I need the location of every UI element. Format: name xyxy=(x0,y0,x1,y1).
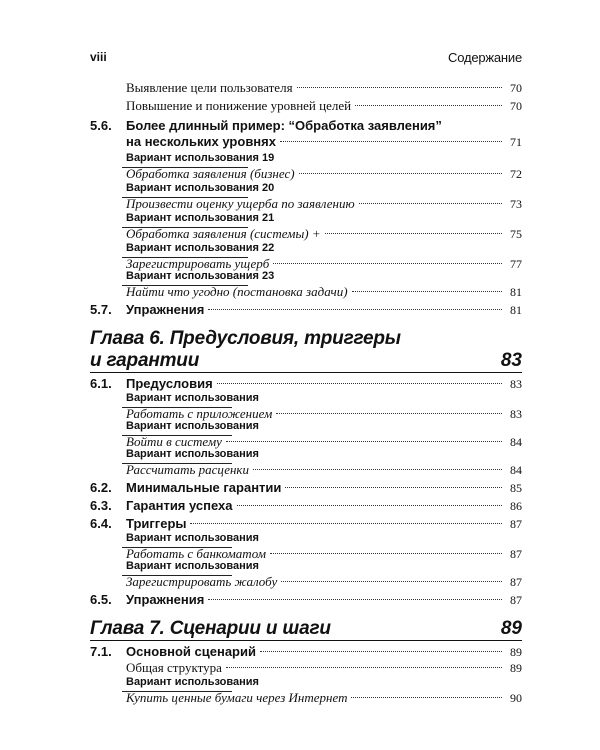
leader-dots xyxy=(285,487,502,488)
toc-section-5-6-cont[interactable]: на нескольких уровнях 71 xyxy=(126,134,522,149)
toc-section-6-4[interactable]: 6.4. Триггеры 87 xyxy=(90,516,522,531)
toc-entry[interactable]: Зарегистрировать ущерб 77 xyxy=(126,256,522,271)
label-underline xyxy=(122,547,232,548)
leader-dots xyxy=(325,233,502,234)
leader-dots xyxy=(352,291,502,292)
leader-dots xyxy=(217,383,502,384)
toc-entry[interactable]: Найти что угодно (постановка задачи) 81 xyxy=(126,284,522,299)
toc-entry[interactable]: Произвести оценку ущерба по заявлению 73 xyxy=(126,196,522,211)
leader-dots xyxy=(260,651,502,652)
use-case-label: Вариант использования 19 xyxy=(126,152,275,164)
toc-entry[interactable]: Купить ценные бумаги через Интернет 90 xyxy=(126,690,522,705)
toc-entry[interactable]: Рассчитать расценки 84 xyxy=(126,462,522,477)
toc-section-5-7[interactable]: 5.7. Упражнения 81 xyxy=(90,302,522,317)
label-underline xyxy=(122,167,248,168)
label-underline xyxy=(122,285,248,286)
toc-section-7-1[interactable]: 7.1. Основной сценарий 89 xyxy=(90,644,522,659)
leader-dots xyxy=(253,469,502,470)
toc-section-6-1[interactable]: 6.1. Предусловия 83 xyxy=(90,376,522,391)
use-case-label: Вариант использования 20 xyxy=(126,182,275,194)
leader-dots xyxy=(351,697,502,698)
toc-entry[interactable]: Зарегистрировать жалобу 87 xyxy=(126,574,522,589)
leader-dots xyxy=(276,413,502,414)
leader-dots xyxy=(270,553,502,554)
label-underline xyxy=(122,435,232,436)
leader-dots xyxy=(297,87,502,88)
chapter-6-title-line2[interactable]: и гарантии xyxy=(90,350,200,371)
chapter-6-title-line1[interactable]: Глава 6. Предусловия, триггеры xyxy=(90,328,401,349)
leader-dots xyxy=(237,505,502,506)
label-underline xyxy=(122,197,248,198)
label-underline xyxy=(122,691,232,692)
use-case-label: Вариант использования xyxy=(126,676,259,688)
leader-dots xyxy=(226,667,502,668)
chapter-6-page: 83 xyxy=(500,350,522,371)
leader-dots xyxy=(280,141,502,142)
toc-section-6-3[interactable]: 6.3. Гарантия успеха 86 xyxy=(90,498,522,513)
use-case-label: Вариант использования xyxy=(126,392,259,404)
leader-dots xyxy=(208,309,502,310)
leader-dots xyxy=(226,441,502,442)
toc-entry[interactable]: Обработка заявления (бизнес) 72 xyxy=(126,166,522,181)
toc-entry[interactable]: Работать с приложением 83 xyxy=(126,406,522,421)
use-case-label: Вариант использования 22 xyxy=(126,242,275,254)
leader-dots xyxy=(299,173,502,174)
label-underline xyxy=(122,575,232,576)
use-case-label: Вариант использования xyxy=(126,448,259,460)
toc-entry[interactable]: Войти в систему 84 xyxy=(126,434,522,449)
toc-entry[interactable]: Повышение и понижение уровней целей 70 xyxy=(126,98,522,113)
leader-dots xyxy=(355,105,502,106)
page-number-roman: viii xyxy=(90,50,107,64)
toc-entry[interactable]: Работать с банкоматом 87 xyxy=(126,546,522,561)
use-case-label: Вариант использования xyxy=(126,560,259,572)
label-underline xyxy=(122,463,232,464)
label-underline xyxy=(122,407,232,408)
toc-entry[interactable]: Общая структура 89 xyxy=(126,660,522,675)
toc-entry[interactable]: Обработка заявления (системы) + 75 xyxy=(126,226,522,241)
toc-section-5-6[interactable]: 5.6. Более длинный пример: “Обработка заявления” xyxy=(90,118,442,133)
chapter-rule xyxy=(90,372,522,373)
toc-section-6-5[interactable]: 6.5. Упражнения 87 xyxy=(90,592,522,607)
leader-dots xyxy=(273,263,502,264)
leader-dots xyxy=(281,581,502,582)
toc-section-6-2[interactable]: 6.2. Минимальные гарантии 85 xyxy=(90,480,522,495)
chapter-rule xyxy=(90,640,522,641)
use-case-label: Вариант использования xyxy=(126,420,259,432)
chapter-7-page: 89 xyxy=(500,618,522,639)
chapter-7-title[interactable]: Глава 7. Сценарии и шаги xyxy=(90,618,331,639)
use-case-label: Вариант использования 21 xyxy=(126,212,275,224)
leader-dots xyxy=(359,203,502,204)
use-case-label: Вариант использования xyxy=(126,532,259,544)
label-underline xyxy=(122,227,248,228)
running-header-title: Содержание xyxy=(448,50,522,65)
toc-entry[interactable]: Выявление цели пользователя 70 xyxy=(126,80,522,95)
leader-dots xyxy=(190,523,502,524)
use-case-label: Вариант использования 23 xyxy=(126,270,275,282)
label-underline xyxy=(122,257,248,258)
leader-dots xyxy=(208,599,502,600)
